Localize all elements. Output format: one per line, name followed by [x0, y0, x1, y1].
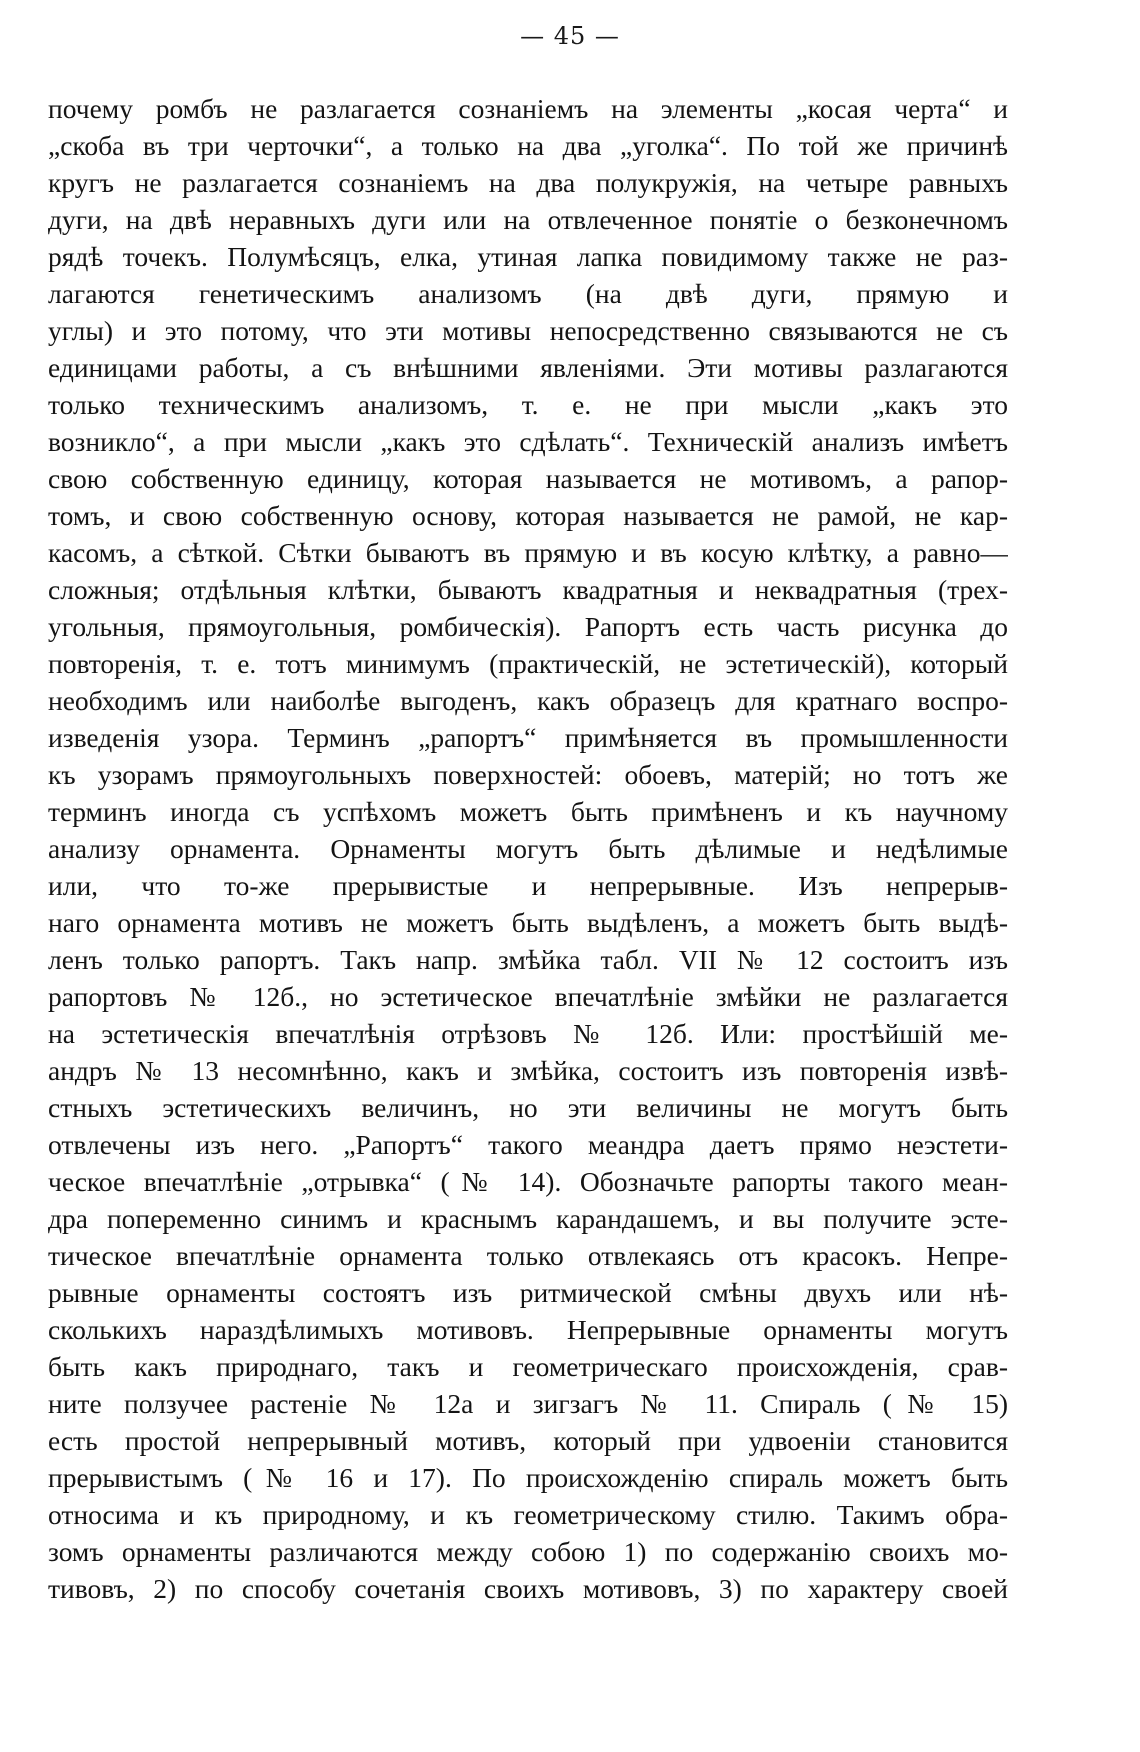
- text-line: угольныя, прямоугольныя, ромбическiя). Рапортъ есть часть рисунка до: [48, 611, 1008, 642]
- text-line: терминъ иногда съ успѣхомъ можетъ быть примѣненъ и къ научному: [48, 796, 1008, 827]
- text-line: „скоба въ три черточки“, а только на два „уголка“. По той же причинѣ: [48, 130, 1008, 161]
- text-line: сколькихъ нараздѣлимыхъ мотивовъ. Непрерывные орнаменты могутъ: [48, 1314, 1008, 1345]
- text-line: наго орнамента мотивъ не можетъ быть выдѣленъ, а можетъ быть выдѣ-: [48, 907, 1008, 938]
- text-line: отвлечены изъ него. „Рапортъ“ такого меандра даетъ прямо неэстети-: [48, 1129, 1008, 1160]
- text-line: повторенiя, т. е. тотъ минимумъ (практическiй, не эстетическiй), который: [48, 648, 1008, 679]
- text-line: рывные орнаменты состоятъ изъ ритмической смѣны двухъ или нѣ-: [48, 1277, 1008, 1308]
- text-line: рапортовъ № 12б., но эстетическое впечатлѣнiе змѣйки не разлагается: [48, 981, 1008, 1012]
- text-line: томъ, и свою собственную основу, которая называется не рамой, не кар-: [48, 500, 1008, 531]
- text-line: сложныя; отдѣльныя клѣтки, бываютъ квадратныя и неквадратныя (трех-: [48, 574, 1008, 605]
- text-line: къ узорамъ прямоугольныхъ поверхностей: обоевъ, матерiй; но тотъ же: [48, 759, 1008, 790]
- text-line: есть простой непрерывный мотивъ, который при удвоенiи становится: [48, 1425, 1008, 1456]
- text-line: углы) и это потому, что эти мотивы непосредственно связываются не съ: [48, 315, 1008, 346]
- text-line: лагаются генетическимъ анализомъ (на двѣ дуги, прямую и: [48, 278, 1008, 309]
- body-text: [48, 90, 1008, 1607]
- text-line: возникло“, а при мысли „какъ это сдѣлать“. Техническiй анализъ имѣетъ: [48, 426, 1008, 457]
- text-line: единицами работы, а съ внѣшними явленiями. Эти мотивы разлагаются: [48, 352, 1008, 383]
- text-line: только техническимъ анализомъ, т. е. не при мысли „какъ это: [48, 389, 1008, 420]
- text-line: необходимъ или наиболѣе выгоденъ, какъ образецъ для кратнаго воспро-: [48, 685, 1008, 716]
- text-line: относима и къ природному, и къ геометрическому стилю. Такимъ обра-: [48, 1499, 1008, 1530]
- text-line: на эстетическiя впечатлѣнiя отрѣзовъ № 12б. Или: простѣйшiй ме-: [48, 1018, 1008, 1049]
- text-line: ните ползучее растенiе № 12а и зигзагъ № 11. Спираль (№ 15): [48, 1388, 1008, 1419]
- text-line: тивовъ, 2) по способу сочетанiя своихъ мотивовъ, 3) по характеру своей: [48, 1573, 1008, 1604]
- text-line: рядѣ точекъ. Полумѣсяцъ, елка, утиная лапка повидимому также не раз-: [48, 241, 1008, 272]
- text-line: зомъ орнаменты различаются между собою 1) по содержанiю своихъ мо-: [48, 1536, 1008, 1567]
- text-line: ческое впечатлѣнiе „отрывка“ (№ 14). Обозначьте рапорты такого меан-: [48, 1166, 1008, 1197]
- text-line: изведенiя узора. Терминъ „рапортъ“ примѣняется въ промышленности: [48, 722, 1008, 753]
- text-line: быть какъ природнаго, такъ и геометрическаго происхожденiя, срав-: [48, 1351, 1008, 1382]
- page-number: — 45 —: [520, 22, 620, 50]
- text-line: ленъ только рапортъ. Такъ напр. змѣйка табл. VII № 12 состоитъ изъ: [48, 944, 1008, 975]
- text-line: кругъ не разлагается сознанiемъ на два полукружiя, на четыре равныхъ: [48, 167, 1008, 198]
- text-line: касомъ, а сѣткой. Сѣтки бываютъ въ прямую и въ косую клѣтку, а равно—: [48, 537, 1008, 568]
- text-line: дуги, на двѣ неравныхъ дуги или на отвлеченное понятiе о безконечномъ: [48, 204, 1008, 235]
- text-line: прерывистымъ (№ 16 и 17). По происхожденiю спираль можетъ быть: [48, 1462, 1008, 1493]
- text-line: почему ромбъ не разлагается сознанiемъ на элементы „косая черта“ и: [48, 93, 1008, 124]
- text-line: дра попеременно синимъ и краснымъ карандашемъ, и вы получите эсте-: [48, 1203, 1008, 1234]
- text-line: свою собственную единицу, которая называется не мотивомъ, а рапор-: [48, 463, 1008, 494]
- text-line: андръ № 13 несомнѣнно, какъ и змѣйка, состоитъ изъ повторенiя извѣ-: [48, 1055, 1008, 1086]
- text-line: стныхъ эстетическихъ величинъ, но эти величины не могутъ быть: [48, 1092, 1008, 1123]
- text-line: анализу орнамента. Орнаменты могутъ быть дѣлимые и недѣлимые: [48, 833, 1008, 864]
- text-line: тическое впечатлѣнiе орнамента только отвлекаясь отъ красокъ. Непре-: [48, 1240, 1008, 1271]
- text-line: или, что то-же прерывистые и непрерывные. Изъ непрерыв-: [48, 870, 1008, 901]
